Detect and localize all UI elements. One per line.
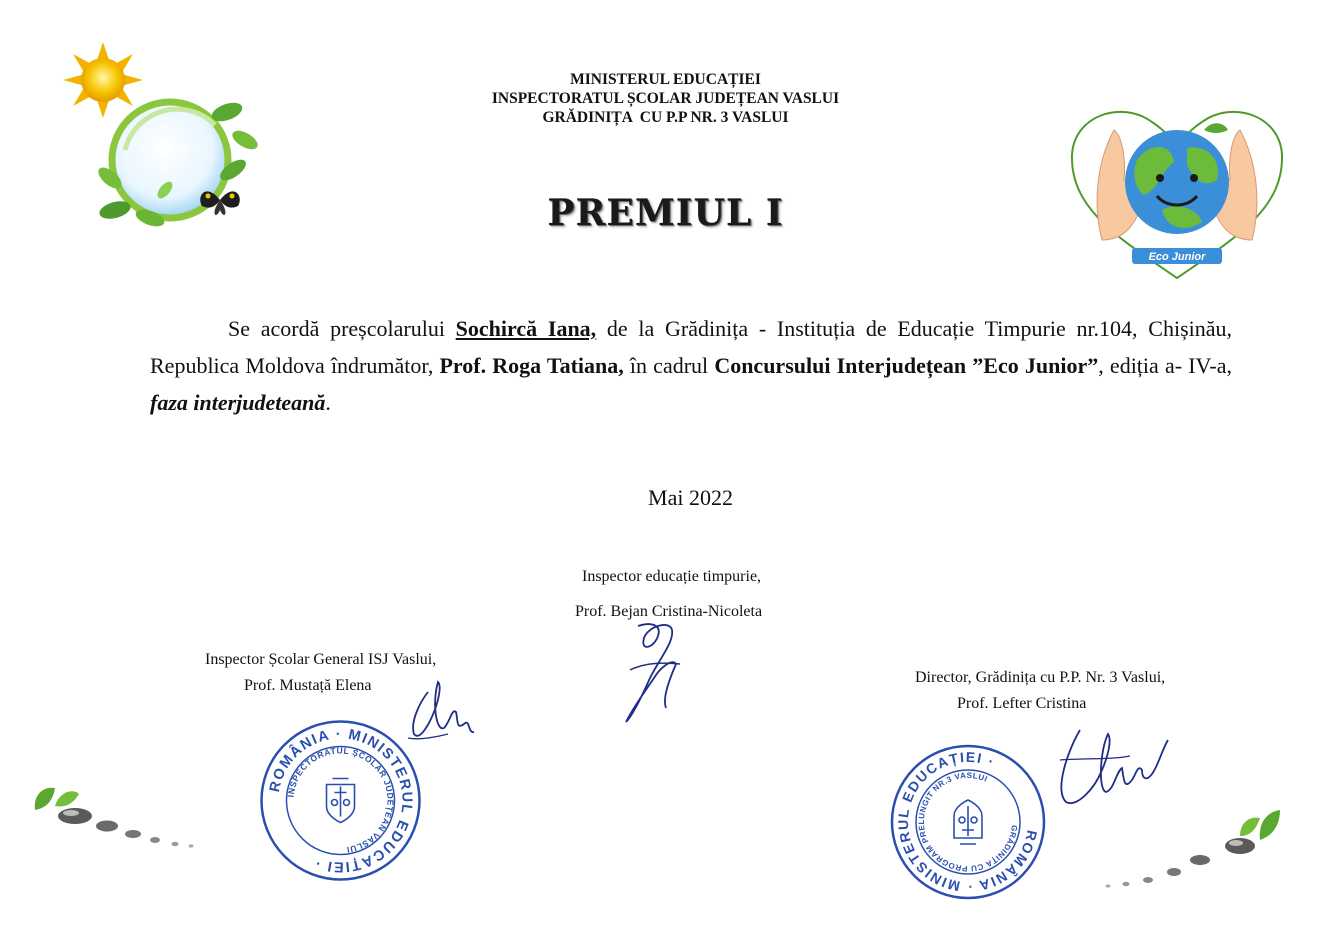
pebbles-left-decoration-icon — [25, 780, 225, 860]
award-body — [150, 310, 1232, 421]
stamp-left-icon — [258, 718, 423, 883]
body-intro: Se acordă preșcolarului — [228, 316, 456, 341]
signature-right-name: Prof. Lefter Cristina — [957, 695, 1087, 712]
header-line-ministry: MINISTERUL EDUCAȚIEI — [570, 71, 761, 88]
sun-globe-decoration-icon — [55, 40, 295, 240]
contest-phase: faza interjudeteană — [150, 390, 326, 415]
logo-eco-junior-text: Eco Junior — [1148, 251, 1206, 263]
pebbles-right-decoration-icon — [1090, 800, 1290, 895]
body-part4: , ediția a- IV-a, — [1098, 353, 1232, 378]
body-part2: de la Grădinița - Instituția de Educație Timpurie nr.104, Chișinău, Republica Moldova îndrumător, — [150, 316, 1233, 378]
student-name: Sochircă Iana, — [455, 316, 597, 341]
header-line-kindergarten: GRĂDINIȚA CU P.P NR. 3 VASLUI — [542, 109, 789, 126]
signature-center-scribble-icon — [610, 618, 700, 728]
body-end: . — [325, 390, 331, 415]
stamp-left-outer-text: ROMÂNIA · MINISTERUL EDUCAȚIEI · — [266, 726, 415, 875]
signature-center-role: Inspector educație timpurie, — [582, 568, 762, 585]
eco-junior-logo-icon — [1062, 100, 1292, 285]
signature-left-name: Prof. Mustață Elena — [244, 677, 372, 694]
stamp-right-icon — [888, 742, 1048, 902]
signature-center-name: Prof. Bejan Cristina-Nicoleta — [575, 603, 763, 620]
teacher-name: Prof. Roga Tatiana, — [439, 353, 624, 378]
contest-name: Concursului Interjudețean ”Eco Junior” — [714, 353, 1099, 378]
stamp-right-outer-text: ROMÂNIA · MINISTERUL EDUCAȚIEI · — [894, 748, 1041, 896]
award-title: PREMIUL I — [547, 192, 784, 234]
body-part3: în cadrul — [623, 353, 715, 378]
signature-left-role: Inspector Școlar General ISJ Vaslui, — [205, 651, 437, 668]
award-date: Mai 2022 — [648, 485, 733, 510]
stamp-right-inner-text: GRĂDINIȚA CU PROGRAM PRELUNGIT NR.3 VASLUI — [916, 770, 1019, 874]
header-line-inspectorate: INSPECTORATUL ȘCOLAR JUDEȚEAN VASLUI — [491, 90, 840, 107]
signature-right-role: Director, Grădinița cu P.P. Nr. 3 Vaslui, — [915, 669, 1166, 686]
stamp-left-inner-text: INSPECTORATUL ȘCOLAR JUDEȚEAN VASLUI — [285, 745, 396, 856]
